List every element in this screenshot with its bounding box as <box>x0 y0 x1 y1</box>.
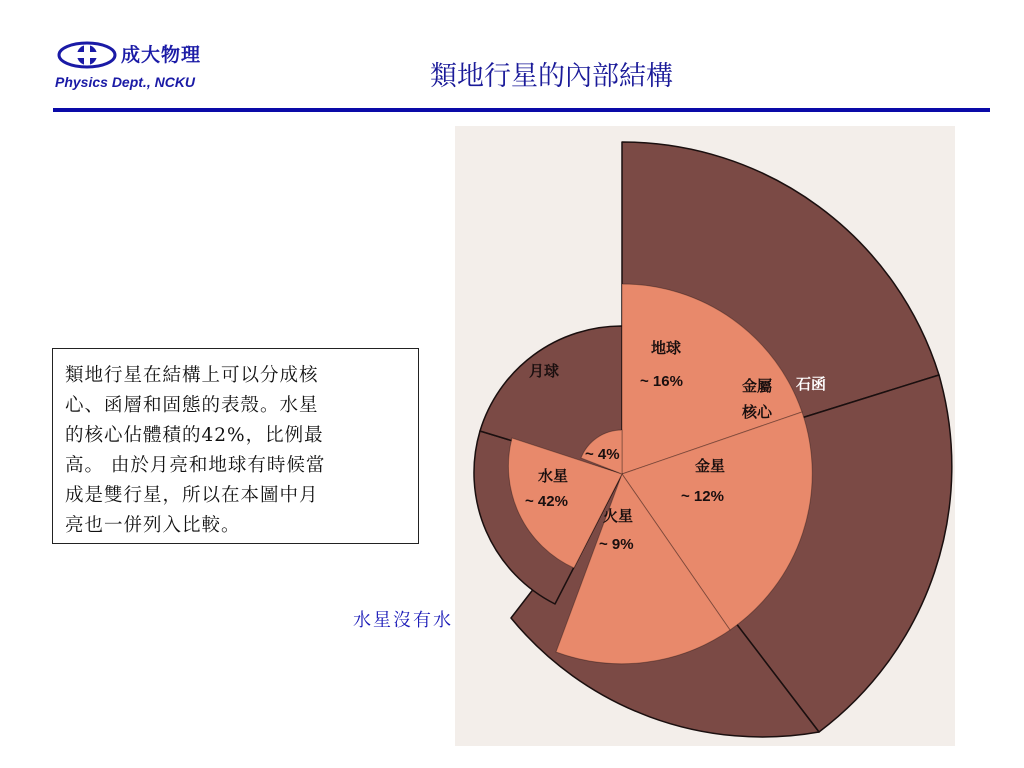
description-line: 心、函層和固態的表殼。水星 <box>65 395 319 416</box>
label-metal-core-2: 核心 <box>742 404 773 421</box>
description-line: 亮也一併列入比較。 <box>65 515 241 536</box>
logo-dept: Physics Dept., NCKU <box>55 74 196 90</box>
caption-note: 水星沒有水 <box>353 610 453 631</box>
description-box <box>52 348 419 544</box>
label-moon-pct: ~ 4% <box>585 446 620 463</box>
label-venus-pct: ~ 12% <box>681 488 724 505</box>
page-title: 類地行星的內部結構 <box>430 61 673 92</box>
label-earth-pct: ~ 16% <box>640 373 683 390</box>
ncku-physics-logo <box>55 38 245 94</box>
diagram-svg <box>455 126 955 746</box>
description-line: 類地行星在結構上可以分成核 <box>65 365 319 386</box>
label-moon: 月球 <box>529 363 560 380</box>
label-venus: 金星 <box>695 458 726 475</box>
description-line: 的核心佔體積的42%，比例最 <box>65 425 324 446</box>
eye-logo-icon <box>55 40 119 70</box>
description-line: 成是雙行星，所以在本圖中月 <box>65 485 319 506</box>
label-mercury-pct: ~ 42% <box>525 493 568 510</box>
label-mercury: 水星 <box>538 468 569 485</box>
label-metal-core-1: 金屬 <box>742 378 773 395</box>
header-divider <box>53 108 990 112</box>
label-rock: 石函 <box>796 376 827 393</box>
label-mars-pct: ~ 9% <box>599 536 634 553</box>
description-line: 高。 由於月亮和地球有時候當 <box>65 455 326 476</box>
label-earth: 地球 <box>651 340 682 357</box>
label-mars: 火星 <box>603 508 634 525</box>
logo-name: 成大物理 <box>121 44 202 66</box>
planet-interior-diagram <box>455 126 955 746</box>
